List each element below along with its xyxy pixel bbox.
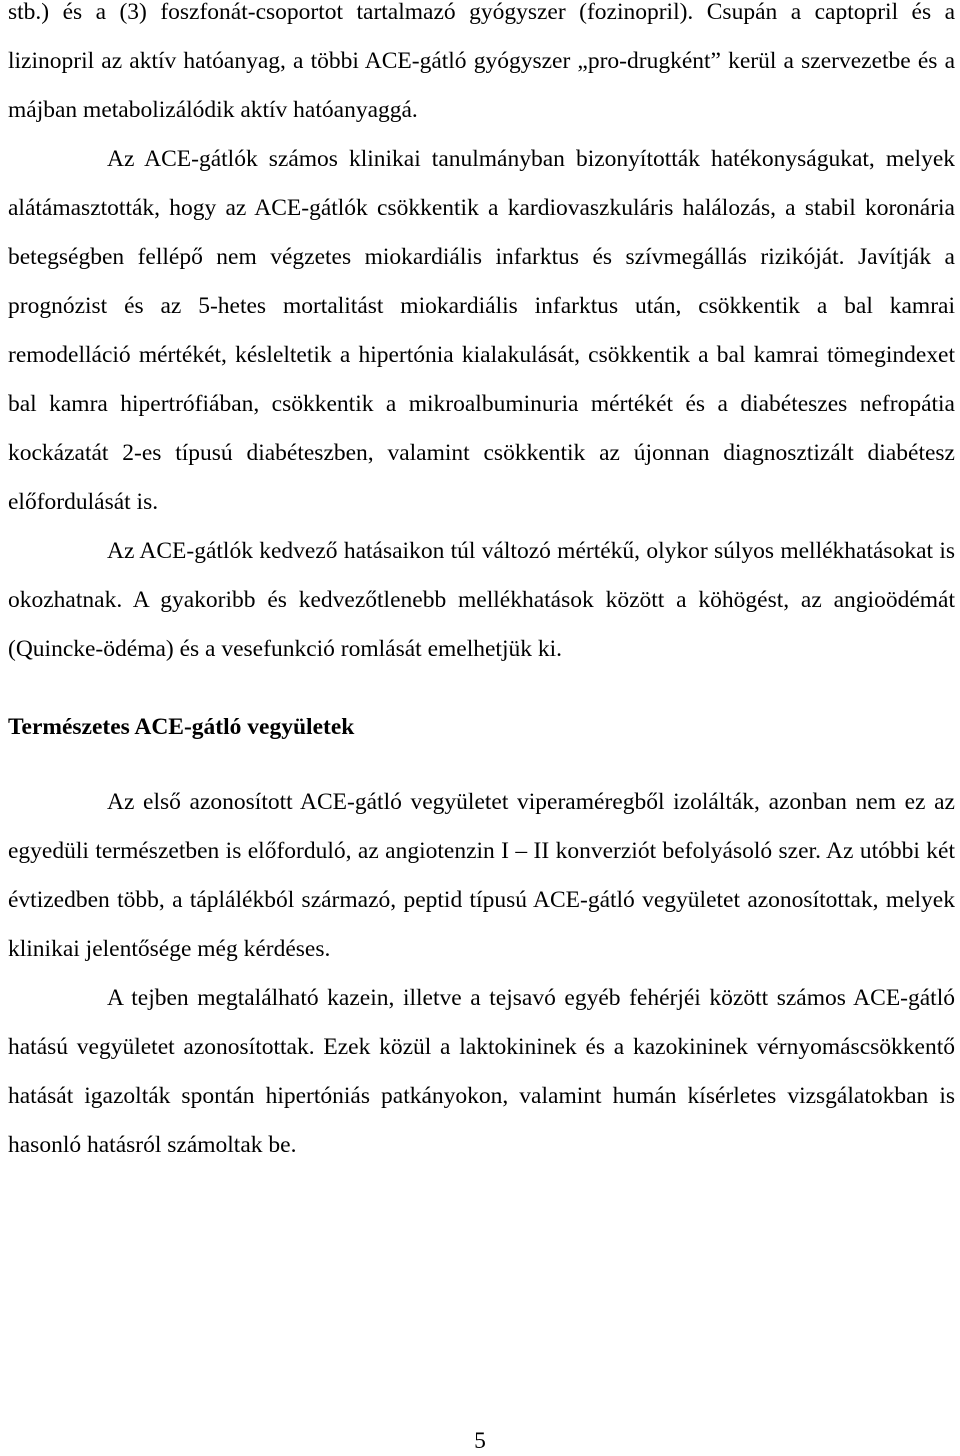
paragraph-side-effects: Az ACE-gátlók kedvező hatásaikon túl változó mértékű, olykor súlyos mellékhatásokat is okozhatnak. A gyakoribb és kedvezőtlenebb mellékhatások között a köhögést, az angioödémát (Quincke-ödéma) és a vesefunkció romlását emelhetjük ki.	[8, 538, 955, 662]
paragraph-milk-proteins: A tejben megtalálható kazein, illetve a tejsavó egyéb fehérjéi között számos ACE-gátló hatású vegyületet azonosítottak. Ezek közül a laktokininek és a kazokininek vérnyomáscsökkentő hatását igazolták spontán hipertóniás patkányokon, valamint humán kísérletes vizsgálatokban is hasonló hatásról számoltak be.	[8, 985, 955, 1158]
document-page	[8, 0, 955, 1170]
paragraph-ace-inhibitor-efficacy: Az ACE-gátlók számos klinikai tanulmányban bizonyították hatékonyságukat, melyek alátámasztották, hogy az ACE-gátlók csökkentik a kardiovaszkuláris halálozás, a stabil koronária betegségben fellépő nem végzetes miokardiális infarktus és szívmegállás rizikóját. Javítják a prognózist és az 5-hetes mortalitást miokardiális infarktus után, csökkentik a bal kamrai remodelláció mértékét, késleltetik a hipertónia kialakulását, csökkentik a bal kamrai tömegindexet bal kamra hipertrófiában, csökkentik a mikroalbuminuria mértékét és a diabéteszes nefropátia kockázatát 2-es típusú diabéteszben, valamint csökkentik az újonnan diagnosztizált diabétesz előfordulását is.	[8, 146, 955, 515]
paragraph-natural-inhibitors: Az első azonosított ACE-gátló vegyületet viperaméregből izolálták, azonban nem ez az egyedüli természetben is előforduló, az angiotenzin I – II konverziót befolyásoló szer. Az utóbbi két évtizedben több, a táplálékból származó, peptid típusú ACE-gátló vegyületet azonosítottak, melyek klinikai jelentősége még kérdéses.	[8, 789, 955, 962]
page-number: 5	[474, 1428, 486, 1454]
paragraph-continuation: stb.) és a (3) foszfonát-csoportot tartalmazó gyógyszer (fozinopril). Csupán a captopril és a lizinopril az aktív hatóanyag, a többi ACE-gátló gyógyszer „pro-drugként” kerül a szervezetbe és a májban metabolizálódik aktív hatóanyaggá.	[8, 0, 955, 123]
section-heading: Természetes ACE-gátló vegyületek	[8, 714, 355, 740]
